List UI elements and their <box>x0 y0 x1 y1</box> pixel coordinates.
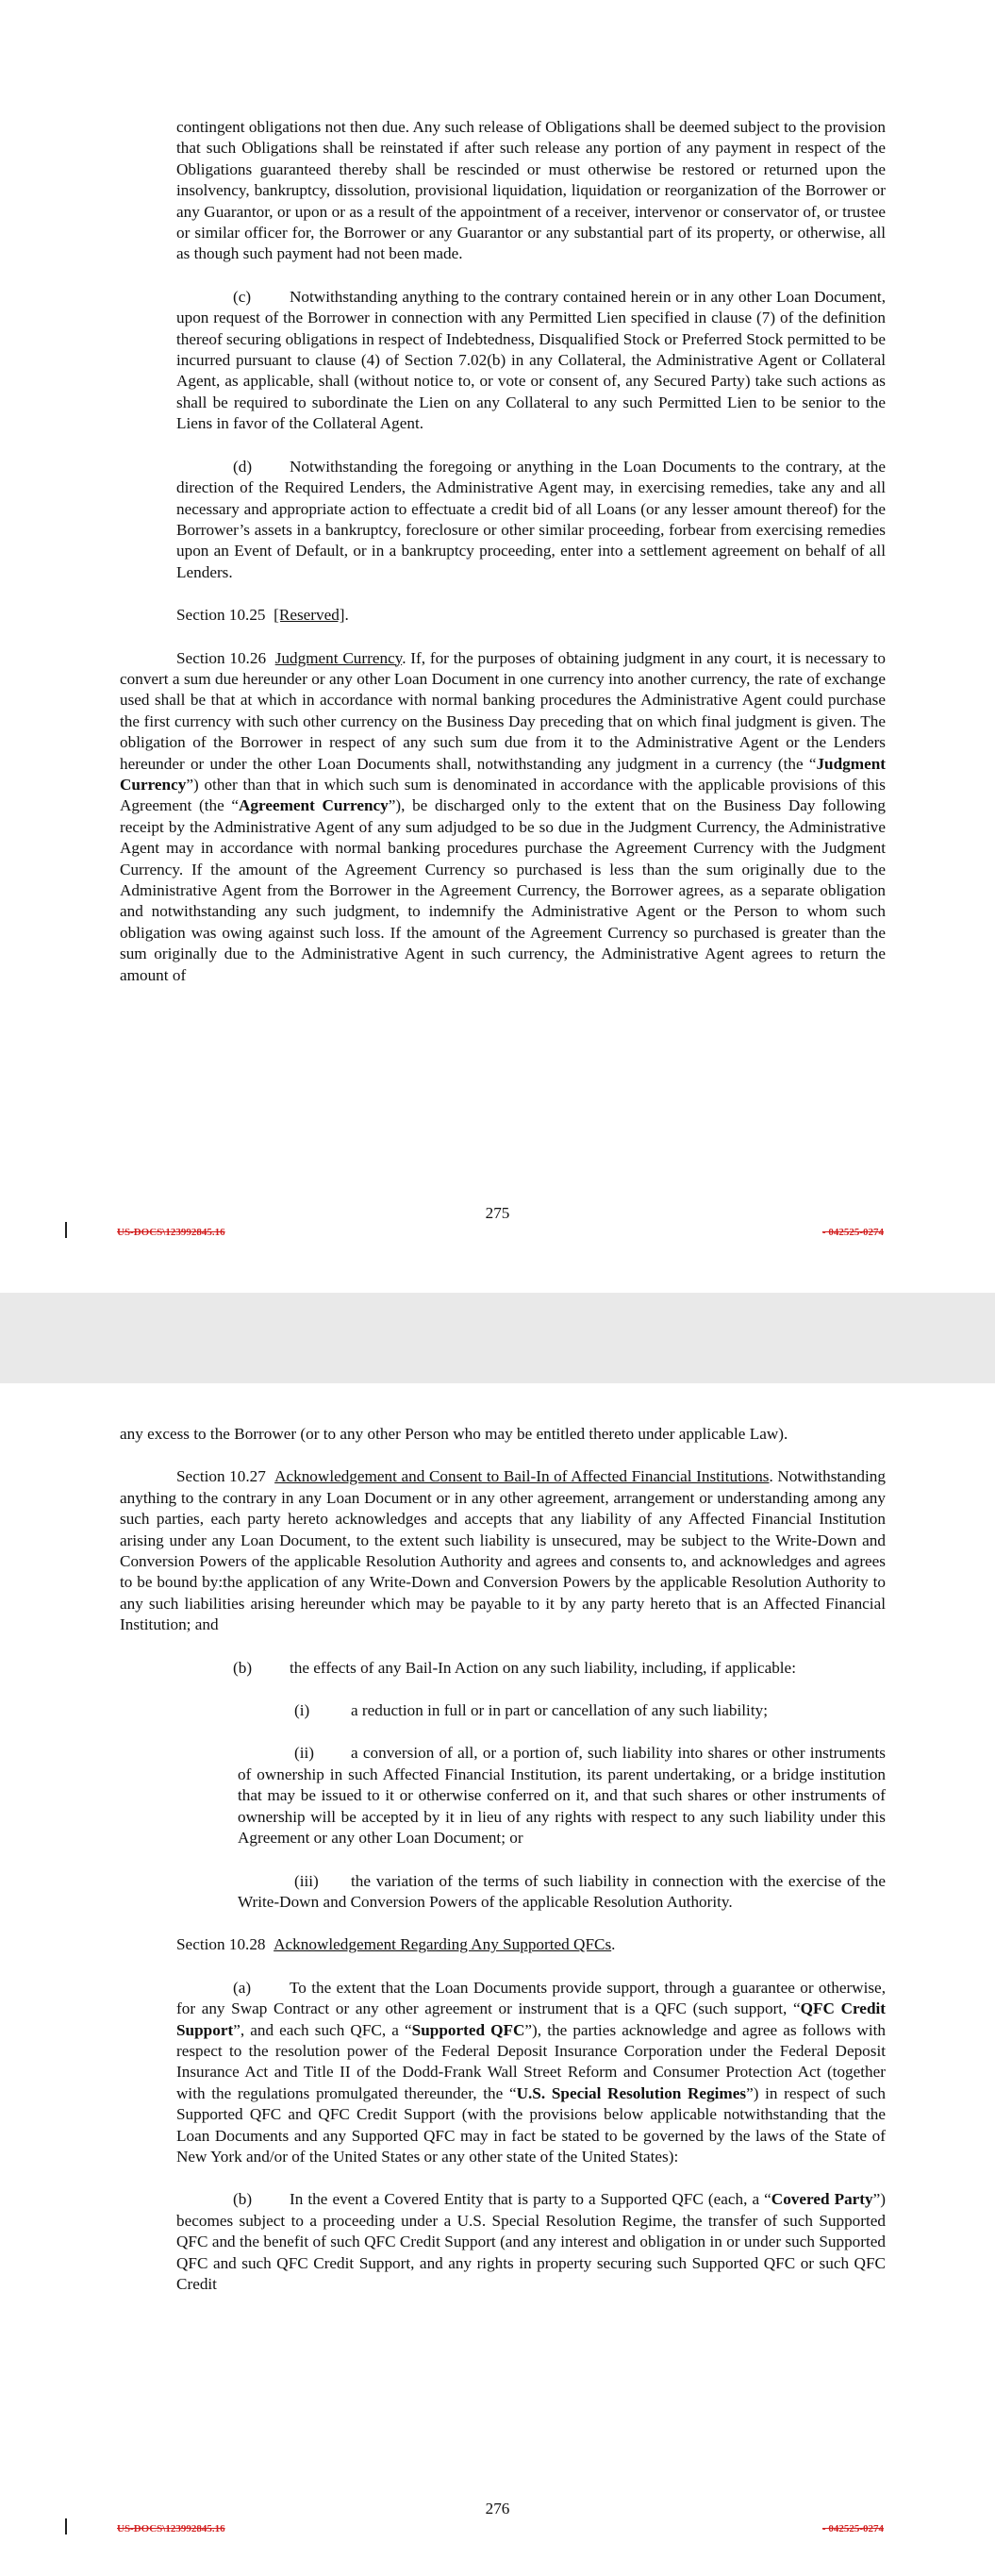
section-10-26 <box>120 648 886 987</box>
clause-text: In the event a Covered Entity that is party to a Supported QFC (each, a “ <box>290 2190 771 2209</box>
clause-text: ”) becomes subject to a proceeding under a U.S. Special Resolution Regime, the transfer of such Supported QFC and the benefit of such QFC Credit Support (and any interest and obligation in or under such Supported QFC and such QFC Credit Support, and any rights in property securing such Supported QFC or such QFC Credit <box>176 2190 886 2293</box>
change-bar <box>65 1222 67 1238</box>
section-title: Acknowledgement Regarding Any Supported QFCs <box>274 1935 612 1954</box>
clause-label: (ii) <box>294 1744 314 1763</box>
footer-doc-id: US-DOCS\123992845.16 <box>117 2523 225 2534</box>
section-10-28 <box>176 1934 886 1955</box>
defined-term: Judgment Currency <box>120 754 886 794</box>
defined-term: Supported QFC <box>411 2020 525 2039</box>
clause-10-27-b-ii <box>238 1743 886 1848</box>
clause-text: Notwithstanding the foregoing or anything in the Loan Documents to the contrary, at the direction of the Required Lenders, the Administrative Agent may, in exercising remedies, take any and all necessary and appropriate action to effectuate a credit bid of all Loans (or any lesser amount thereof) for the Borrower’s assets in a bankruptcy, foreclosure or other similar proceeding, forbear from exercising remedies upon an Event of Default, or in a bankruptcy proceeding, enter into a settlement agreement on behalf of all Lenders. <box>176 457 886 581</box>
page-body <box>120 117 886 986</box>
defined-term: U.S. Special Resolution Regimes <box>516 2083 747 2102</box>
page-number: 276 <box>485 2500 510 2517</box>
footer-doc-id: US-DOCS\123992845.16 <box>117 1227 225 1238</box>
section-text: . If, for the purposes of obtaining judgment in any court, it is necessary to convert a sum due hereunder or any other Loan Document in one currency into another currency, the rate of exchange used shall be that at which in accordance with normal banking procedures the Administrative Agent could purchase the first currency with such other currency on the Business Day preceding that on which final judgment is given. The obligation of the Borrower in respect of any such sum due from it to the Administrative Agent or the Lenders hereunder or under the other Loan Documents shall, notwithstanding any judgment in a currency (the “ <box>120 648 886 773</box>
paragraph-continuation: any excess to the Borrower (or to any other Person who may be entitled thereto under applicable Law). <box>120 1425 788 1443</box>
clause-text: a conversion of all, or a portion of, such liability into shares or other instruments of ownership in such Affected Financial Institution, its parent undertaking, or a bridge institution that may be issued to it or otherwise conferred on it, and that such shares or other instruments of ownership will be accepted by it in lieu of any rights with respect to any such liability under this Agreement or any other Loan Document; or <box>238 1744 886 1848</box>
section-10-27 <box>120 1466 886 1635</box>
section-number: Section 10.28 <box>176 1935 266 1954</box>
clause-10-28-a <box>176 1978 886 2168</box>
clause-text: ”, and each such QFC, a “ <box>233 2020 412 2039</box>
section-title: Acknowledgement and Consent to Bail-In of Affected Financial Institutions <box>274 1467 770 1486</box>
section-title: Judgment Currency <box>274 648 403 667</box>
clause-text: a reduction in full or in part or cancellation of any such liability; <box>351 1701 768 1720</box>
footer-matter-number: - 042525-0274 <box>821 2523 884 2534</box>
clause-text: ”) in respect of such Supported QFC and QFC Credit Support (with the provisions below applicable notwithstanding that the Loan Documents and any Supported QFC may in fact be stated to be governed by the laws of the State of New York and/or of the United States or any other state of the United States): <box>176 2083 887 2166</box>
clause-10-28-b <box>176 2189 886 2295</box>
clause-10-24-c <box>176 287 886 435</box>
clause-10-27-b <box>176 1658 886 1679</box>
clause-label: (i) <box>294 1701 310 1720</box>
clause-label: (c) <box>233 287 252 306</box>
section-text: ”), be discharged only to the extent that on the Business Day following receipt by the Administrative Agent of any sum adjudged to be so due in the Judgment Currency, the Administrative Agent may in accordance with normal banking procedures purchase the Agreement Currency with the Judgment Currency. If the amount of the Agreement Currency so purchased is less than the sum originally due to the Administrative Agent from the Borrower in the Agreement Currency, the Borrower agrees, as a separate obligation and notwithstanding any such judgment, to indemnify the Administrative Agent or the Person to whom such obligation was owing against such loss. If the amount of the Agreement Currency so purchased is greater than the sum originally due to the Administrative Agent in such currency, the Administrative Agent agrees to return the amount of <box>120 796 886 984</box>
change-bar <box>65 2518 67 2534</box>
page-number: 275 <box>485 1204 510 1222</box>
clause-text: To the extent that the Loan Documents provide support, through a guarantee or otherwise, for any Swap Contract or any other agreement or instrument that is a QFC (such support, “ <box>176 1978 886 2018</box>
defined-term: QFC Credit Support <box>176 1999 886 2039</box>
clause-10-27-b-iii <box>238 1871 886 1914</box>
document-page-276 <box>0 1383 995 2576</box>
clause-label: (iii) <box>294 1871 319 1890</box>
defined-term: Agreement Currency <box>239 796 389 815</box>
clause-text: Notwithstanding anything to the contrary contained herein or in any other Loan Document, upon request of the Borrower in connection with any Permitted Lien specified in clause (7) of the definition thereof securing obligations in respect of Indebtedness, Disqualified Stock or Preferred Stock permitted to be incurred pursuant to clause (4) of Section 7.02(b) in any Collateral, the Administrative Agent or Collateral Agent, as applicable, shall (without notice to, or vote or consent of, any Secured Party) take such actions as shall be required to subordinate the Lien on any Collateral to any such Permitted Lien to be senior to the Liens in favor of the Collateral Agent. <box>176 287 886 433</box>
section-text: . Notwithstanding anything to the contrary in any Loan Document or in any other agreement, arrangement or understanding among any such parties, each party hereto acknowledges and accepts that any liability of any Affected Financial Institution arising under any Loan Document, to the extent such liability is unsecured, may be subject to the Write-Down and Conversion Powers of the applicable Resolution Authority and agrees and consents to, and acknowledges and agrees to be bound by:the application of any Write-Down and Conversion Powers by the applicable Resolution Authority to any such liabilities arising hereunder which may be payable to it by any party hereto that is an Affected Financial Institution; and <box>120 1467 886 1634</box>
section-text: ”) other than that in which such sum is denominated in accordance with the applicable provisions of this Agreement (the “ <box>120 775 886 815</box>
paragraph-release-of-obligations: contingent obligations not then due. Any such release of Obligations shall be deemed subject to the provision that such Obligations shall be reinstated if after such release any portion of any payment in respect of the Obligations guaranteed thereby shall be rescinded or must otherwise be restored or returned upon the insolvency, bankruptcy, dissolution, provisional liquidation, liquidation or reorganization of the Borrower or any Guarantor, or upon or as a result of the appointment of a receiver, intervenor or conservator of, or trustee or similar officer for, the Borrower or any Guarantor or any substantial part of its property, or otherwise, all as though such payment had not been made. <box>176 118 886 263</box>
clause-label: (a) <box>233 1978 252 1997</box>
footer-matter-number: - 042525-0274 <box>821 1227 884 1238</box>
clause-label: (d) <box>233 457 253 476</box>
clause-text: the variation of the terms of such liability in connection with the exercise of the Write-Down and Conversion Powers of the applicable Resolution Authority. <box>238 1871 886 1911</box>
clause-text: the effects of any Bail-In Action on any such liability, including, if applicable: <box>290 1658 796 1677</box>
section-title-punct: . <box>611 1935 616 1954</box>
clause-label: (b) <box>233 2190 253 2209</box>
section-title-punct: . <box>344 606 349 625</box>
section-number: Section 10.26 <box>176 648 267 667</box>
clause-text: ”), the parties acknowledge and agree as follows with respect to the resolution power of the Federal Deposit Insurance Corporation under the Federal Deposit Insurance Act and Title II of the Dodd-Frank Wall Street Reform and Consumer Protection Act (together with the regulations promulgated thereunder, the “ <box>176 2020 886 2102</box>
section-number: Section 10.25 <box>176 606 266 625</box>
section-title: [Reserved] <box>274 606 345 625</box>
page-body <box>120 1424 886 2295</box>
clause-label: (b) <box>233 1658 253 1677</box>
clause-10-24-d <box>176 457 886 583</box>
section-number: Section 10.27 <box>176 1467 266 1486</box>
section-10-25 <box>176 605 886 626</box>
clause-10-27-b-i <box>238 1700 886 1721</box>
defined-term: Covered Party <box>771 2190 873 2209</box>
